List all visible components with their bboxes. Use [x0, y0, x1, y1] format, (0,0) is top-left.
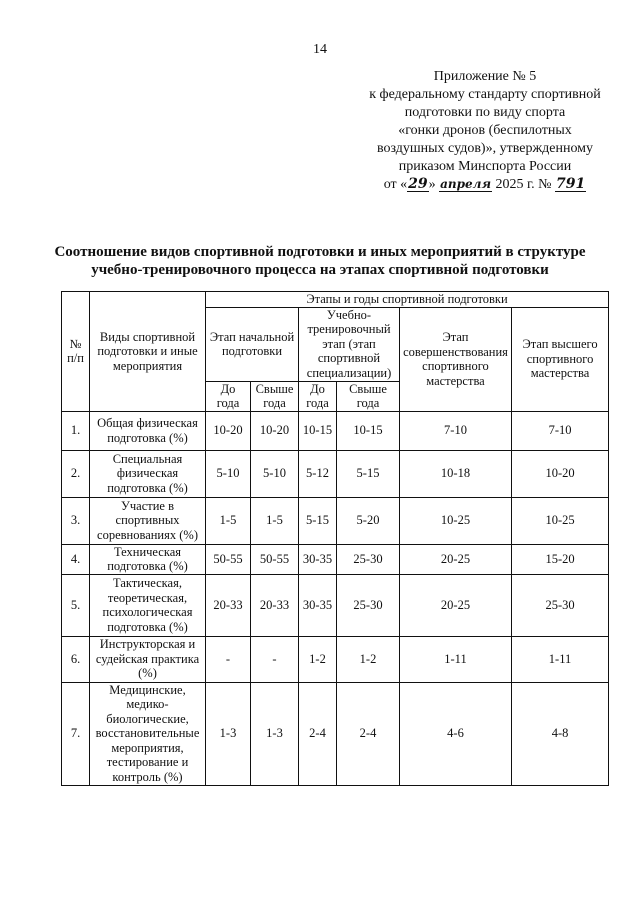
cell-value: 50-55 [206, 544, 251, 574]
title-line-2: учебно-тренировочного процесса на этапах спортивной подготовки [91, 262, 549, 278]
table-row [62, 574, 609, 636]
header-training-over: Свыше года [337, 381, 400, 411]
row-number: 2. [62, 450, 90, 497]
cell-value: 20-25 [400, 574, 512, 636]
cell-value: 20-33 [206, 574, 251, 636]
cell-value: 25-30 [337, 574, 400, 636]
date-sep: » [428, 177, 436, 192]
header-stage-highest: Этап высшего спортивного мастерства [512, 307, 609, 411]
cell-value: 10-20 [206, 411, 251, 450]
date-month-handwritten: апреля [440, 177, 491, 191]
header-stage-initial: Этап начальной подготовки [206, 307, 299, 381]
row-activity: Участие в спортивных соревнованиях (%) [90, 497, 206, 544]
cell-value: 1-11 [512, 636, 609, 682]
row-activity: Общая физическая подготовка (%) [90, 411, 206, 450]
row-number: 1. [62, 411, 90, 450]
cell-value: 1-5 [206, 497, 251, 544]
date-year: 2025 г. № [495, 177, 552, 192]
row-activity: Тактическая, теоретическая, психологическая подготовка (%) [90, 574, 206, 636]
row-number: 7. [62, 682, 90, 785]
table-row [62, 636, 609, 682]
cell-value: 5-15 [337, 450, 400, 497]
cell-value: 10-15 [337, 411, 400, 450]
row-number: 4. [62, 544, 90, 574]
cell-value: - [206, 636, 251, 682]
cell-value: 25-30 [337, 544, 400, 574]
header-number: № п/п [62, 292, 90, 412]
row-number: 3. [62, 497, 90, 544]
cell-value: 10-15 [299, 411, 337, 450]
cell-value: 4-8 [512, 682, 609, 785]
cell-value: 1-2 [299, 636, 337, 682]
appendix-line: Приложение № 5 [433, 69, 537, 84]
row-number: 6. [62, 636, 90, 682]
table-row [62, 450, 609, 497]
cell-value: - [251, 636, 299, 682]
cell-value: 15-20 [512, 544, 609, 574]
cell-value: 20-33 [251, 574, 299, 636]
header-activity-type: Виды спортивной подготовки и иные мероприятия [90, 292, 206, 412]
header-training-upto: До года [299, 381, 337, 411]
row-activity: Инструкторская и судейская практика (%) [90, 636, 206, 682]
date-prefix: от « [383, 177, 408, 192]
cell-value: 1-3 [251, 682, 299, 785]
cell-value: 1-5 [251, 497, 299, 544]
cell-value: 25-30 [512, 574, 609, 636]
cell-value: 1-11 [400, 636, 512, 682]
cell-value: 7-10 [400, 411, 512, 450]
cell-value: 4-6 [400, 682, 512, 785]
cell-value: 5-10 [206, 450, 251, 497]
appendix-line: «гонки дронов (беспилотных [398, 123, 572, 138]
title-line-1: Соотношение видов спортивной подготовки и иных мероприятий в структуре [54, 244, 586, 260]
cell-value: 1-2 [337, 636, 400, 682]
table-row [62, 544, 609, 574]
cell-value: 5-10 [251, 450, 299, 497]
appendix-line: к федеральному стандарту спортивной [369, 87, 601, 102]
date-day-handwritten: 29 [408, 176, 428, 192]
cell-value: 30-35 [299, 544, 337, 574]
appendix-line: воздушных судов)», утвержденному [376, 141, 594, 156]
appendix-header [340, 68, 630, 194]
row-activity: Специальная физическая подготовка (%) [90, 450, 206, 497]
header-initial-over: Свыше года [251, 381, 299, 411]
header-stage-improvement: Этап совершенствования спортивного мастерства [400, 307, 512, 411]
cell-value: 5-15 [299, 497, 337, 544]
row-activity: Медицинские, медико-биологические, восстановительные мероприятия, тестирование и контроль (%) [90, 682, 206, 785]
page-number: 14 [313, 42, 327, 57]
appendix-date-line [340, 176, 630, 194]
cell-value: 10-25 [400, 497, 512, 544]
cell-value: 30-35 [299, 574, 337, 636]
table-row [62, 411, 609, 450]
cell-value: 2-4 [299, 682, 337, 785]
header-stage-training: Учебно-тренировочный этап (этап спортивной специализации) [299, 307, 400, 381]
row-activity: Техническая подготовка (%) [90, 544, 206, 574]
doc-number-handwritten: 791 [556, 176, 586, 192]
cell-value: 5-20 [337, 497, 400, 544]
appendix-line: подготовки по виду спорта [404, 105, 566, 120]
cell-value: 20-25 [400, 544, 512, 574]
cell-value: 10-18 [400, 450, 512, 497]
cell-value: 1-3 [206, 682, 251, 785]
cell-value: 10-20 [251, 411, 299, 450]
table-row [62, 682, 609, 785]
row-number: 5. [62, 574, 90, 636]
cell-value: 7-10 [512, 411, 609, 450]
cell-value: 10-20 [512, 450, 609, 497]
table-row [62, 497, 609, 544]
cell-value: 5-12 [299, 450, 337, 497]
cell-value: 2-4 [337, 682, 400, 785]
header-stages: Этапы и годы спортивной подготовки [206, 292, 609, 308]
cell-value: 10-25 [512, 497, 609, 544]
ratio-table [61, 291, 609, 786]
document-title [40, 243, 600, 279]
cell-value: 50-55 [251, 544, 299, 574]
appendix-line: приказом Минспорта России [398, 159, 572, 174]
header-initial-upto: До года [206, 381, 251, 411]
